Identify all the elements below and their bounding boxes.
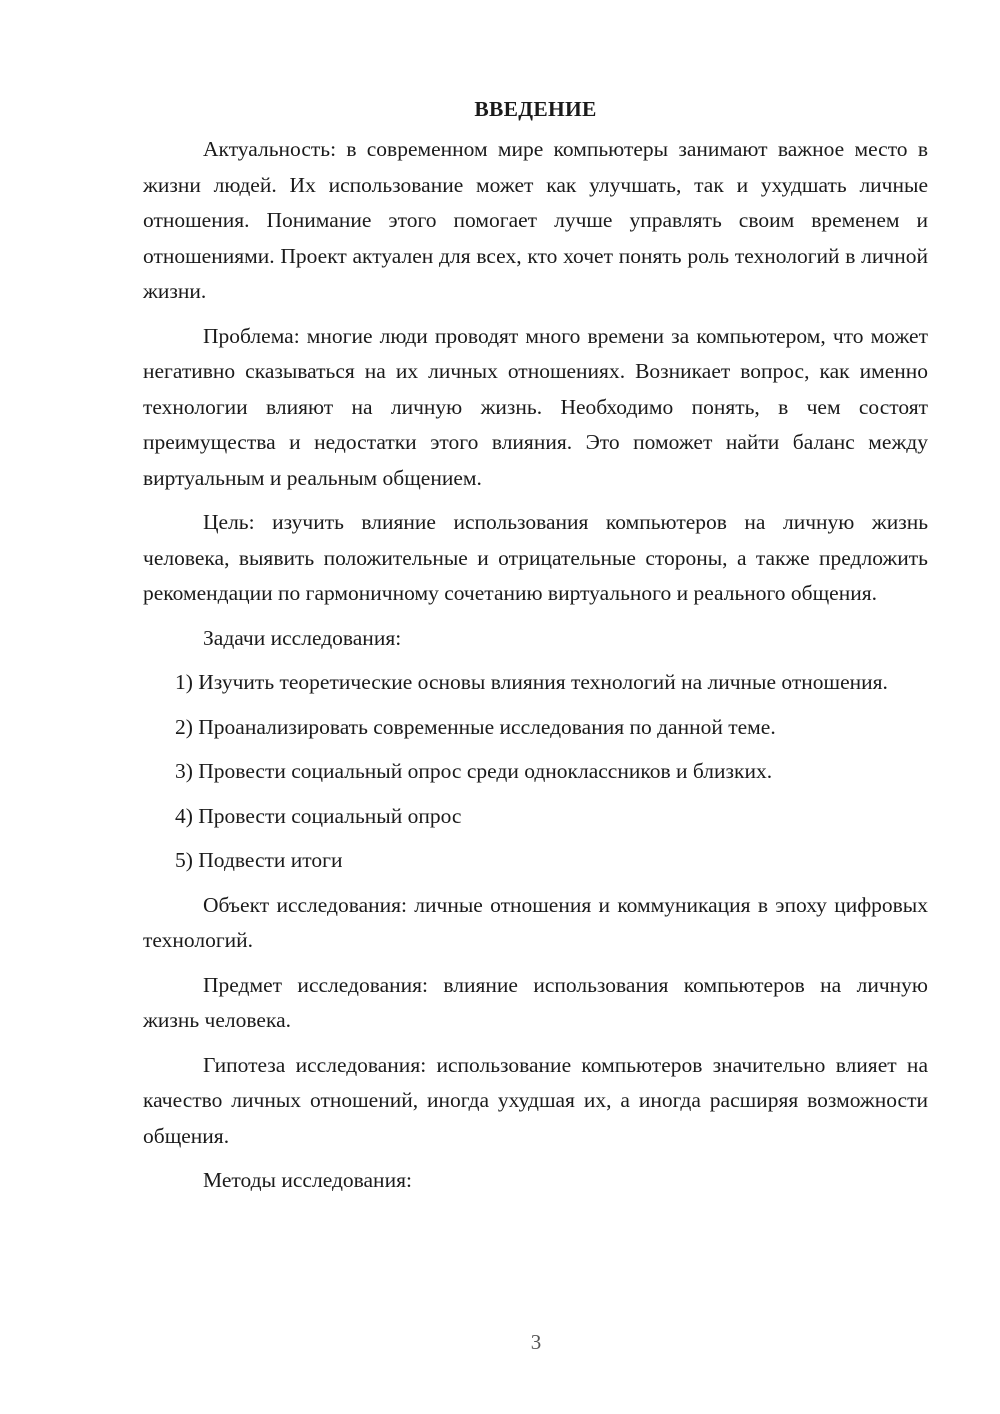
document-body: [143, 92, 928, 1208]
task-item-2: 2) Проанализировать современные исследования по данной теме.: [175, 714, 776, 739]
relevance-paragraph: Актуальность: в современном мире компьютеры занимают важное место в жизни людей. Их использование может как улучшать, так и ухудшать личные отношения. Понимание этого помогает лучше управлять своим временем и отношениями. Проект актуален для всех, кто хочет понять роль технологий в личной жизни.: [143, 137, 928, 303]
goal-paragraph: Цель: изучить влияние использования компьютеров на личную жизнь человека, выявить положительные и отрицательные стороны, а также предложить рекомендации по гармоничному сочетанию виртуального и реального общения.: [143, 510, 928, 605]
methods-title: Методы исследования:: [203, 1168, 412, 1192]
object-paragraph: Объект исследования: личные отношения и коммуникация в эпоху цифровых технологий.: [143, 892, 928, 952]
task-item-5: 5) Подвести итоги: [175, 848, 343, 872]
subject-paragraph: Предмет исследования: влияние использования компьютеров на личную жизнь человека.: [143, 972, 928, 1032]
problem-paragraph: Проблема: многие люди проводят много времени за компьютером, что может негативно сказываться на их личных отношениях. Возникает вопрос, как именно технологии влияют на личную жизнь. Необходимо понять, в чем состоят преимущества и недостатки этого влияния. Это поможет найти баланс между виртуальным и реальным общением.: [143, 323, 928, 490]
task-item-4: 4) Провести социальный опрос: [175, 803, 462, 828]
tasks-title: Задачи исследования:: [203, 625, 402, 650]
section-heading: ВВЕДЕНИЕ: [474, 97, 597, 121]
hypothesis-paragraph: Гипотеза исследования: использование компьютеров значительно влияет на качество личных отношений, иногда ухудшая их, а иногда расширяя возможности общения.: [143, 1052, 928, 1148]
page-number: 3: [530, 1330, 542, 1354]
task-item-1: 1) Изучить теоретические основы влияния технологий на личные отношения.: [175, 670, 888, 694]
task-item-3: 3) Провести социальный опрос среди одноклассников и близких.: [175, 759, 773, 783]
